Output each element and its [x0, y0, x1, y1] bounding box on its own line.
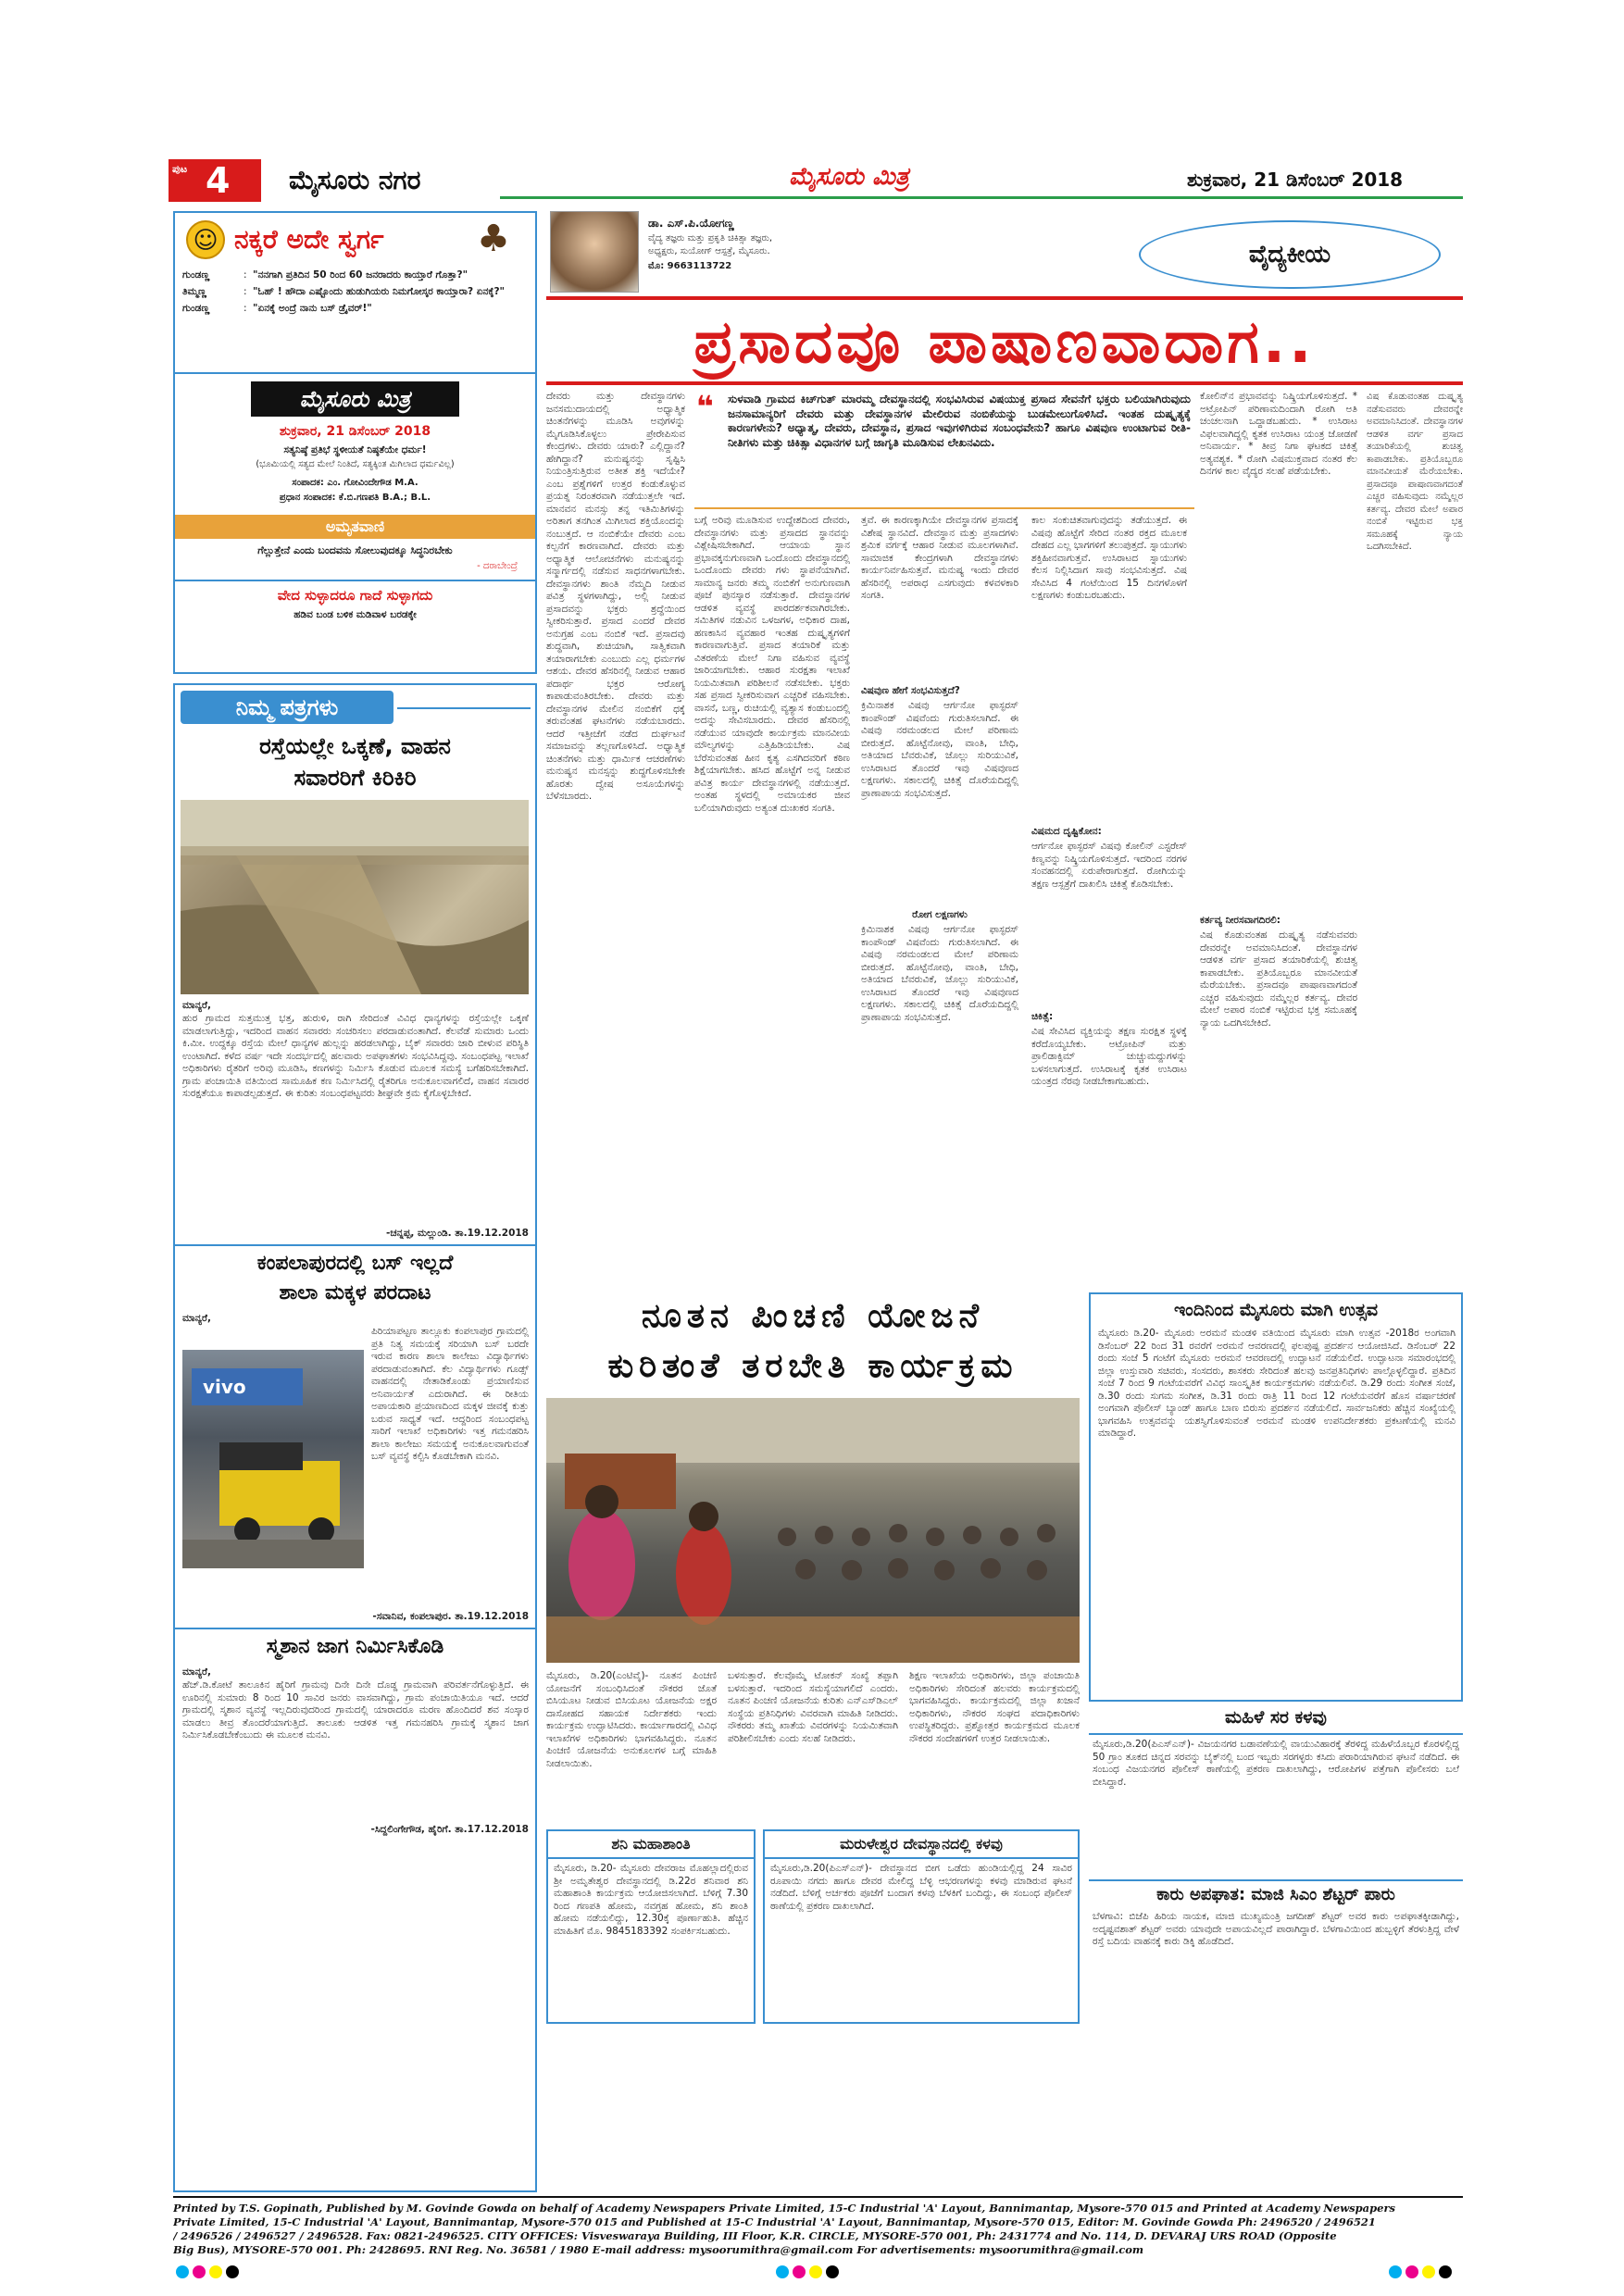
car-body: ಬೆಳಗಾವಿ: ಬಿಜೆಪಿ ಹಿರಿಯ ನಾಯಕ, ಮಾಜಿ ಮುಖ್ಯಮಂತ್ರಿ ಜಗದೀಶ್ ಶೆಟ್ಟರ್ ಅವರ ಕಾರು ಅಪಘಾತಕ್ಕೀಡಾಗಿದ್ದು, ಅದೃಷ್ಟವಶಾತ್ ಶೆಟ್ಟರ್ ಅವರು ಯಾವುದೇ ಅಪಾಯವಿಲ್ಲದೆ ಪಾರಾಗಿದ್ದಾರೆ. ಬೆಳಗಾವಿಯಿಂದ ಹುಬ್ಬಳ್ಳಿಗೆ ತೆರಳುತ್ತಿದ್ದ ವೇಳೆ ರಸ್ತೆ ಬದಿಯ ವಾಹನಕ್ಕೆ ಕಾರು ಡಿಕ್ಕಿ ಹೊಡೆದಿದೆ.: [1093, 1911, 1459, 1947]
humor-divider: [175, 372, 535, 374]
shani-title: ಶನಿ ಮಹಾಶಾಂತಿ: [611, 1835, 691, 1853]
seminar-photo: [546, 1398, 1080, 1663]
letter3-salutation: ಮಾನ್ಯರೆ,: [182, 1666, 211, 1678]
laughing-face-icon: ☺: [186, 220, 225, 259]
humor-row: ಗುಂಡಣ್ಣ : "ನನಗಾಗಿ ಪ್ರತಿದಿನ 50 ರಿಂದ 60 ಜನರಾದರು ಕಾಯ್ತಾರೆ ಗೊತ್ತಾ?": [182, 269, 468, 281]
letter3-title: ಸ್ಮಶಾನ ಜಾಗ ನಿರ್ಮಿಸಿಕೊಡಿ: [266, 1635, 444, 1658]
health-col4b: ಆರ್ಗನೋ ಫಾಸ್ಫರಸ್ ವಿಷವು ಕೋಲಿನ್ ಎಸ್ಟರೇಸ್ ಕಿಣ್ವವನ್ನು ನಿಷ್ಕ್ರಿಯಗೊಳಿಸುತ್ತದೆ. ಇದರಿಂದ ನರಗಳ ಸಂವಹನದಲ್ಲಿ ಏರುಪೇರಾಗುತ್ತದೆ. ರೋಗಿಯನ್ನು ತಕ್ಷಣ ಆಸ್ಪತ್ರೆಗೆ ದಾಖಲಿಸಿ ಚಿಕಿತ್ಸೆ ಕೊಡಿಸಬೇಕು.: [1031, 841, 1187, 890]
humor-row: ತಿಮ್ಮಣ್ಣ : "ಓಹ್ ! ಹೌದಾ ಎಷ್ಟೊಂದು ಹುಡುಗಿಯರು ನಿಮಗೋಸ್ಕರ ಕಾಯ್ತಾರಾ? ಏನಕ್ಕೆ?": [182, 286, 506, 297]
scarecrow-icon: ♣: [477, 218, 510, 260]
letters-title: ನಿಮ್ಮ ಪತ್ರಗಳು: [235, 694, 339, 720]
humor-row: ಗುಂಡಣ್ಣ : "ಏನಕ್ಕೆ ಅಂದ್ರೆ ನಾನು ಬಸ್ ಡ್ರೈವರ್!": [182, 303, 372, 314]
reg-dot: [776, 2265, 789, 2278]
page-number-box: [169, 159, 261, 202]
chain-article: [1089, 1707, 1463, 1874]
health-article: [546, 211, 1463, 1285]
utsava-box: [1089, 1292, 1463, 1702]
pension-col1: ಮೈಸೂರು, ಡಿ.20(ಎಂಟಿವೈ)- ನೂತನ ಪಿಂಚಣಿ ಯೋಜನೆಗೆ ಸಂಬಂಧಿಸಿದಂತೆ ನೌಕರರ ಜೊತೆ ಬಿಸಿಯೂಟ ನೀಡುವ ಬಿಸಿಯೂಟ ಯೋಜನೆಯ ಅಕ್ಷರ ದಾಸೋಹದ ಸಹಾಯಕ ನಿರ್ದೇಶಕರು ಇಂದು ಕಾರ್ಯಕ್ರಮ ಉದ್ಘಾಟಿಸಿದರು. ಕಾರ್ಯಾಗಾರದಲ್ಲಿ ವಿವಿಧ ಇಲಾಖೆಗಳ ಅಧಿಕಾರಿಗಳು ಭಾಗವಹಿಸಿದ್ದರು. ನೂತನ ಪಿಂಚಣಿ ಯೋಜನೆಯ ಅನುಕೂಲಗಳ ಬಗ್ಗೆ ಮಾಹಿತಿ ನೀಡಲಾಯಿತು.: [546, 1670, 717, 1769]
reg-dot: [209, 2265, 222, 2278]
pension-headline-line2: ಕುರಿತಂತೆ ತರಬೇತಿ ಕಾರ್ಯಕ್ರಮ: [607, 1347, 1018, 1385]
health-subhead4: ಚಿಕಿತ್ಸೆ:: [1031, 1011, 1054, 1022]
imprint-line3: / 2496526 / 2496527 / 2496528. Fax: 0821-2496525. CITY OFFICES: Visveswaraya Building, III Floor, K.R. CIRCLE, MYSORE-570 001, Ph: 2431774 and No. 114, D. DEVARAJ URS ROAD (Opposite: [173, 2229, 1337, 2242]
imprint-line1: Printed by T.S. Gopinath, Published by M. Govinde Gowda on behalf of Academy Newspapers Private Limited, 15-C Industrial 'A' Layout, Bannimantap, Mysore-570 015 and Printed at Academy Newspapers: [173, 2202, 1395, 2215]
page-label: ಪುಟ: [172, 163, 188, 175]
amrutavani-author: - ದರಾಬೇಂದ್ರೆ: [477, 561, 518, 571]
health-col6: ವಿಷ ಕೊಡುವಂತಹ ದುಷ್ಕೃತ್ಯ ನಡೆಸುವವರು ದೇವರನ್ನೇ ಅವಮಾನಿಸಿದಂತೆ. ದೇವಸ್ಥಾನಗಳ ಆಡಳಿತ ವರ್ಗ ಪ್ರಸಾದ ತಯಾರಿಕೆಯಲ್ಲಿ ಶುಚಿತ್ವ ಕಾಪಾಡಬೇಕು. ಪ್ರತಿಯೊಬ್ಬರೂ ಮಾನವೀಯತೆ ಮೆರೆಯಬೇಕು. ಪ್ರಸಾದವೂ ಪಾಷಾಣವಾಗದಂತೆ ಎಚ್ಚರ ವಹಿಸುವುದು ನಮ್ಮೆಲ್ಲರ ಕರ್ತವ್ಯ. ದೇವರ ಮೇಲೆ ಅಪಾರ ನಂಬಿಕೆ ಇಟ್ಟಿರುವ ಭಕ್ತ ಸಮೂಹಕ್ಕೆ ನ್ಯಾಯ ಒದಗಿಸಬೇಕಿದೆ.: [1367, 392, 1463, 552]
health-col3: ತ್ತವೆ. ಈ ಕಾರಣಕ್ಕಾಗಿಯೇ ದೇವಸ್ಥಾನಗಳ ಪ್ರಸಾದಕ್ಕೆ ವಿಶೇಷ ಸ್ಥಾನವಿದೆ. ದೇವಸ್ಥಾನ ಮತ್ತು ಪ್ರಸಾದಗಳು ಶ್ರಮಿಕ ವರ್ಗಕ್ಕೆ ಆಹಾರ ನೀಡುವ ಮೂಲಗಳಾಗಿವೆ. ಸಾಮಾಜಿಕ ಕೇಂದ್ರಗಳಾಗಿ ದೇವಸ್ಥಾನಗಳು ಕಾರ್ಯನಿರ್ವಹಿಸುತ್ತವೆ. ಮನುಷ್ಯ ಇಂದು ದೇವರ ಹೆಸರಿನಲ್ಲಿ ಅಪರಾಧ ಎಸಗುವುದು ಕಳವಳಕಾರಿ ಸಂಗತಿ.: [861, 515, 1018, 601]
veda-text: ಹಡಿವ ಬಂಡ ಬಳಿಕ ಮಡಿವಾಳ ಬರಡಕ್ಕೇ: [294, 609, 417, 620]
letter3-body: ಹೆಚ್.ಡಿ.ಕೋಟೆ ತಾಲೂಕಿನ ಹೈರಿಗೆ ಗ್ರಾಮವು ದಿನೇ ದಿನೇ ದೊಡ್ಡ ಗ್ರಾಮವಾಗಿ ಪರಿವರ್ತನೆಗೊಳ್ಳುತ್ತಿದೆ. ಈ ಊರಿನಲ್ಲಿ ಸುಮಾರು 8 ರಿಂದ 10 ಸಾವಿರ ಜನರು ವಾಸವಾಗಿದ್ದು, ಗ್ರಾಮ ಪಂಚಾಯಿತಿಯೂ ಇದೆ. ಆದರೆ ಗ್ರಾಮದಲ್ಲಿ ಸ್ಮಶಾನ ವ್ಯವಸ್ಥೆ ಇಲ್ಲದಿರುವುದರಿಂದ ಗ್ರಾಮದಲ್ಲಿ ಯಾರಾದರೂ ಮರಣ ಹೊಂದಿದರೆ ಶವ ಸಂಸ್ಕಾರ ಮಾಡಲು ತೀವ್ರ ತೊಂದರೆಯಾಗುತ್ತಿದೆ. ತಾಲೂಕು ಆಡಳಿತ ಇತ್ತ ಗಮನಹರಿಸಿ ಗ್ರಾಮಕ್ಕೆ ಸ್ಮಶಾನ ಜಾಗ ನಿರ್ಮಿಸಿಕೊಡಬೇಕೆಂಬುದು ಈ ಮೂಲಕ ಮನವಿ.: [182, 1679, 529, 1741]
pension-article: [546, 1292, 1080, 1820]
letter1-salutation: ಮಾನ್ಯರೆ,: [182, 1000, 211, 1011]
pension-col3: ಶಿಕ್ಷಣ ಇಲಾಖೆಯ ಅಧಿಕಾರಿಗಳು, ಜಿಲ್ಲಾ ಪಂಚಾಯಿತಿ ಅಧಿಕಾರಿಗಳು ಸೇರಿದಂತೆ ಹಲವರು ಕಾರ್ಯಕ್ರಮದಲ್ಲಿ ಭಾಗವಹಿಸಿದ್ದರು. ಕಾರ್ಯಕ್ರಮದಲ್ಲಿ ಜಿಲ್ಲಾ ಖಜಾನೆ ಅಧಿಕಾರಿಗಳು, ನೌಕರರ ಸಂಘದ ಪದಾಧಿಕಾರಿಗಳು ಉಪಸ್ಥಿತರಿದ್ದರು. ಪ್ರಶ್ನೋತ್ತರ ಕಾರ್ಯಕ್ರಮದ ಮೂಲಕ ನೌಕರರ ಸಂದೇಹಗಳಿಗೆ ಉತ್ತರ ನೀಡಲಾಯಿತು.: [909, 1670, 1080, 1744]
letter3-signoff: -ಸಿದ್ದಲಿಂಗೇಗೌಡ, ಹೈರಿಗೆ. ತಾ.17.12.2018: [370, 1824, 529, 1835]
letter1-title-line1: ರಸ್ತೆಯಲ್ಲೇ ಒಕ್ಕಣೆ, ವಾಹನ: [259, 733, 451, 759]
car-title: ಕಾರು ಅಪಘಾತ: ಮಾಜಿ ಸಿಎಂ ಶೆಟ್ಟರ್ ಪಾರು: [1156, 1885, 1395, 1904]
amrutavani-bar: [175, 515, 535, 539]
health-col3b: ಕ್ರಿಮಿನಾಶಕ ವಿಷವು ಆರ್ಗನೋ ಫಾಸ್ಫರಸ್ ಕಾಂಪೌಂಡ್ ವಿಷವೆಂದು ಗುರುತಿಸಲಾಗಿದೆ. ಈ ವಿಷವು ನರಮಂಡಲದ ಮೇಲೆ ಪರಿಣಾಮ ಬೀರುತ್ತದೆ. ಹೊಟ್ಟೆನೋವು, ವಾಂತಿ, ಬೇಧಿ, ಅತಿಯಾದ ಬೆವರುವಿಕೆ, ಜೊಲ್ಲು ಸುರಿಯುವಿಕೆ, ಉಸಿರಾಟದ ತೊಂದರೆ ಇವು ವಿಷವುಣದ ಲಕ್ಷಣಗಳು. ಸಕಾಲದಲ್ಲಿ ಚಿಕಿತ್ಸೆ ದೊರೆಯದಿದ್ದಲ್ಲಿ ಪ್ರಾಣಾಪಾಯ ಸಂಭವಿಸುತ್ತದೆ.: [861, 700, 1018, 799]
photo-brand-text: vivo: [203, 1376, 246, 1398]
reg-dot: [826, 2265, 839, 2278]
shani-body: ಮೈಸೂರು, ಡಿ.20- ಮೈಸೂರು ದೇವರಾಜ ಮೊಹಲ್ಲಾದಲ್ಲಿರುವ ಶ್ರೀ ಅಮೃತೇಶ್ವರ ದೇವಸ್ಥಾನದಲ್ಲಿ ಡಿ.22ರ ಶನಿವಾರ ಶನಿ ಮಹಾಶಾಂತಿ ಕಾರ್ಯಕ್ರಮ ಆಯೋಜಿಸಲಾಗಿದೆ. ಬೆಳಿಗ್ಗೆ 7.30 ರಿಂದ ಗಣಪತಿ ಹೋಮ, ನವಗ್ರಹ ಹೋಮ, ಶನಿ ಶಾಂತಿ ಹೋಮ ನಡೆಯಲಿದ್ದು, 12.30ಕ್ಕೆ ಪೂರ್ಣಾಹುತಿ. ಹೆಚ್ಚಿನ ಮಾಹಿತಿಗೆ ಮೊ. 9845183392 ಸಂಪರ್ಕಿಸಬಹುದು.: [554, 1863, 748, 1937]
headline-rule-top: [546, 296, 1463, 300]
health-subhead2: ರೋಗ ಲಕ್ಷಣಗಳು: [912, 909, 968, 920]
quote-mark-icon: ❝: [696, 389, 714, 424]
pension-headline-line1: ನೂತನ ಪಿಂಚಣಿ ಯೋಜನೆ: [641, 1297, 985, 1335]
reg-marks-center: [776, 2265, 843, 2282]
info-editor: ಸಂಪಾದಕ: ಎಂ. ಗೋವಿಂದೇಗೌಡ M.A.: [292, 478, 418, 488]
theft-rule: [765, 1857, 1078, 1859]
reg-dot: [176, 2265, 189, 2278]
health-headline: ಪ್ರಸಾದವೂ ಪಾಷಾಣವಾದಾಗ..: [693, 308, 1316, 377]
car-rule: [1089, 1879, 1463, 1881]
masthead-rule-green: [500, 196, 1463, 199]
humor-speaker: ಗುಂಡಣ್ಣ: [182, 269, 210, 281]
health-subhead5: ಕರ್ತವ್ಯ ನೀರಸವಾಗದಿರಲಿ:: [1200, 915, 1280, 926]
health-col4c: ವಿಷ ಸೇವಿಸಿದ ವ್ಯಕ್ತಿಯನ್ನು ತಕ್ಷಣ ಸುರಕ್ಷಿತ ಸ್ಥಳಕ್ಕೆ ಕರೆದೊಯ್ಯಬೇಕು. ಅಟ್ರೋಪಿನ್ ಮತ್ತು ಪ್ರಾಲಿಡಾಕ್ಸಿಮ್ ಚುಚ್ಚುಮದ್ದುಗಳನ್ನು ಬಳಸಲಾಗುತ್ತದೆ. ಉಸಿರಾಟಕ್ಕೆ ಕೃತಕ ಉಸಿರಾಟ ಯಂತ್ರದ ನೆರವು ನೀಡಬೇಕಾಗಬಹುದು.: [1031, 1026, 1187, 1087]
info-motto-sub: (ಭೂಮಿಯಲ್ಲಿ ಸತ್ಯದ ಮೇಲೆ ನಿಂತಿದೆ, ಸತ್ಯಕ್ಕಿಂತ ಮಿಗಿಲಾದ ಧರ್ಮವಿಲ್ಲ): [256, 459, 455, 469]
info-motto: ಸತ್ಯನಿಷ್ಠೆ ಪ್ರತಿಭೆ ಸ್ಥಳೀಯತೆ ನಿಷ್ಠತೆಯೇ ಧರ್ಮ!: [283, 444, 427, 455]
letter1-divider: [175, 1244, 535, 1246]
reg-dot: [809, 2265, 822, 2278]
humor-title: ನಕ್ಕರೆ ಅದೇ ಸ್ವರ್ಗ: [234, 224, 384, 255]
shani-box: [546, 1829, 756, 2024]
letter1-body: ಹುರ ಗ್ರಾಮದ ಸುತ್ತಮುತ್ತ ಭತ್ತ, ಹುರುಳಿ, ರಾಗಿ ಸೇರಿದಂತೆ ವಿವಿಧ ಧಾನ್ಯಗಳನ್ನು ರಸ್ತೆಯಲ್ಲೇ ಒಕ್ಕಣೆ ಮಾಡಲಾಗುತ್ತಿದ್ದು, ಇದರಿಂದ ವಾಹನ ಸವಾರರು ಸಂಚರಿಸಲು ಪರದಾಡುವಂತಾಗಿದೆ. ಕೆಲವೆಡೆ ಸುಮಾರು ಒಂದು ಕಿ.ಮೀ. ಉದ್ದಕ್ಕೂ ರಸ್ತೆಯ ಮೇಲೆ ಧಾನ್ಯಗಳ ಹುಲ್ಲನ್ನು ಹರಡಲಾಗಿದ್ದು, ಬೈಕ್ ಸವಾರರು ಜಾರಿ ಬೀಳುವ ಪರಿಸ್ಥಿತಿ ಉಂಟಾಗಿದೆ. ಕಳೆದ ವರ್ಷ ಇದೇ ಸಂದರ್ಭದಲ್ಲಿ ಹಲವಾರು ಅಪಘಾತಗಳು ಸಂಭವಿಸಿದ್ದವು. ಸಂಬಂಧಪಟ್ಟ ಇಲಾಖೆ ಅಧಿಕಾರಿಗಳು ರೈತರಿಗೆ ಅರಿವು ಮೂಡಿಸಿ, ಕಣಗಳನ್ನು ನಿರ್ಮಿಸಿ ಕೊಡುವ ಮೂಲಕ ಸಮಸ್ಯೆ ಬಗೆಹರಿಸಬೇಕಾಗಿದೆ. ಗ್ರಾಮ ಪಂಚಾಯಿತಿ ವತಿಯಿಂದ ಸಾಮೂಹಿಕ ಕಣ ನಿರ್ಮಿಸಿದಲ್ಲಿ ರೈತರಿಗೂ ಅನುಕೂಲವಾಗಲಿದೆ, ವಾಹನ ಸವಾರರ ಸುರಕ್ಷತೆಯೂ ಕಾಪಾಡಲ್ಪಡುತ್ತದೆ. ಈ ಕುರಿತು ಸಂಬಂಧಪಟ್ಟವರು ಶೀಘ್ರವೇ ಕ್ರಮ ಕೈಗೊಳ್ಳಬೇಕಿದೆ.: [182, 1013, 529, 1099]
health-col3c: ಕ್ರಿಮಿನಾಶಕ ವಿಷವು ಆರ್ಗನೋ ಫಾಸ್ಫರಸ್ ಕಾಂಪೌಂಡ್ ವಿಷವೆಂದು ಗುರುತಿಸಲಾಗಿದೆ. ಈ ವಿಷವು ನರಮಂಡಲದ ಮೇಲೆ ಪರಿಣಾಮ ಬೀರುತ್ತದೆ. ಹೊಟ್ಟೆನೋವು, ವಾಂತಿ, ಬೇಧಿ, ಅತಿಯಾದ ಬೆವರುವಿಕೆ, ಜೊಲ್ಲು ಸುರಿಯುವಿಕೆ, ಉಸಿರಾಟದ ತೊಂದರೆ ಇವು ವಿಷವುಣದ ಲಕ್ಷಣಗಳು. ಸಕಾಲದಲ್ಲಿ ಚಿಕಿತ್ಸೆ ದೊರೆಯದಿದ್ದಲ್ಲಿ ಪ್ರಾಣಾಪಾಯ ಸಂಭವಿಸುತ್ತದೆ.: [861, 924, 1018, 1023]
letter2-salutation: ಮಾನ್ಯರೆ,: [182, 1313, 211, 1324]
letter2-signoff: -ಸವಾನಿವ, ಕಂಪಲಾಪುರ. ತಾ.19.12.2018: [372, 1611, 529, 1622]
info-date: ಶುಕ್ರವಾರ, 21 ಡಿಸೆಂಬರ್ 2018: [279, 424, 431, 439]
humor-speaker: ತಿಮ್ಮಣ್ಣ: [182, 286, 206, 297]
letters-header-rule: [397, 707, 531, 709]
headline-rule-bottom: [546, 381, 1463, 385]
info-logo-box: [251, 381, 459, 417]
author-photo: [550, 211, 639, 293]
paper-logo: ಮೈಸೂರು ಮಿತ್ರ: [789, 163, 909, 191]
imprint-line4: Big Bus), MYSORE-570 001. Ph: 2428695. RNI Reg. No. 36581 / 1980 E-mail address: mysoorumithra@gmail.com For advertisements: mysoorumithra@gmail.com: [173, 2243, 1144, 2256]
imprint: [173, 2202, 1463, 2257]
info-chief-editor: ಪ್ರಧಾನ ಸಂಪಾದಕ: ಕೆ.ಬಿ.ಗಣಪತಿ B.A.; B.L.: [279, 493, 431, 503]
imprint-line2: Private Limited, 15-C Industrial 'A' Layout, Bannimantap, Mysore-570 015 and Published at 15-C Industrial 'A' Layout, Bannimantap, Mysore-570 015, Editor: M. Govinde Gowda Ph: 2496520 / 2496521: [173, 2215, 1376, 2228]
author-title: ವೈದ್ಯ ತಜ್ಞರು ಮತ್ತು ಪ್ರಕೃತಿ ಚಿಕಿತ್ಸಾ ತಜ್ಞರು,: [648, 233, 773, 243]
footer-rule: [173, 2196, 1463, 2198]
theft-title: ಮರುಳೇಶ್ವರ ದೇವಸ್ಥಾನದಲ್ಲಿ ಕಳವು: [840, 1835, 1003, 1853]
shani-rule: [548, 1857, 754, 1859]
letter2-divider: [175, 1628, 535, 1629]
utsava-title: ಇಂದಿನಿಂದ ಮೈಸೂರು ಮಾಗಿ ಉತ್ಸವ: [1173, 1300, 1379, 1320]
chain-title: ಮಹಿಳೆ ಸರ ಕಳವು: [1225, 1707, 1327, 1728]
author-mobile: ಮೊ: 9663113722: [648, 261, 732, 271]
humor-header: [181, 217, 531, 265]
humor-line: "ನನಗಾಗಿ ಪ್ರತಿದಿನ 50 ರಿಂದ 60 ಜನರಾದರು ಕಾಯ್ತಾರೆ ಗೊತ್ತಾ?": [253, 269, 468, 281]
health-subhead3: ವಿಷಮದ ದೃಷ್ಟಿಕೋನ:: [1031, 826, 1102, 837]
chain-rule: [1089, 1733, 1463, 1735]
page-number: 4: [206, 160, 231, 201]
veda-divider: [175, 580, 535, 581]
humor-line: "ಓಹ್ ! ಹೌದಾ ಎಷ್ಟೊಂದು ಹುಡುಗಿಯರು ನಿಮಗೋಸ್ಕರ ಕಾಯ್ತಾರಾ? ಏನಕ್ಕೆ?": [253, 286, 506, 297]
masthead-date: ಶುಕ್ರವಾರ, 21 ಡಿಸೆಂಬರ್ 2018: [1187, 168, 1404, 191]
pension-col2: ಬಳಸುತ್ತಾರೆ. ಕೆಲವೊಮ್ಮೆ ಟೋಕನ್ ಸಂಖ್ಯೆ ತಪ್ಪಾಗಿ ಬಳಸುತ್ತಾರೆ. ಇದರಿಂದ ಸಮಸ್ಯೆಯಾಗಲಿದೆ ಎಂದರು. ನೂತನ ಪಿಂಚಣಿ ಯೋಜನೆಯ ಕುರಿತು ಎನ್‌ಎಸ್‌ಡಿಎಲ್ ಸಂಸ್ಥೆಯ ಪ್ರತಿನಿಧಿಗಳು ವಿವರವಾಗಿ ಮಾಹಿತಿ ನೀಡಿದರು. ನೌಕರರು ತಮ್ಮ ಖಾತೆಯ ವಿವರಗಳನ್ನು ನಿಯಮಿತವಾಗಿ ಪರಿಶೀಲಿಸಬೇಕು ಎಂದು ಸಲಹೆ ನೀಡಿದರು.: [728, 1670, 898, 1744]
veda-title: ವೇದ ಸುಳ್ಳಾದರೂ ಗಾದೆ ಸುಳ್ಳಾಗದು: [277, 587, 433, 604]
health-quote: ಸುಳವಾಡಿ ಗ್ರಾಮದ ಕಿಚ್‌ಗುತ್ ಮಾರಮ್ಮ ದೇವಸ್ಥಾನದಲ್ಲಿ ಸಂಭವಿಸಿರುವ ವಿಷಯುಕ್ತ ಪ್ರಸಾದ ಸೇವನೆಗೆ ಭಕ್ತರು ಬಲಿಯಾಗಿರುವುದು ಜನಸಾಮಾನ್ಯರಿಗೆ ದೇವರು ಮತ್ತು ದೇವಸ್ಥಾನಗಳ ಮೇಲಿರುವ ನಂಬಿಕೆಯನ್ನು ಬುಡಮೇಲುಗೊಳಿಸಿದೆ. ಇಂತಹ ದುಷ್ಕೃತ್ಯಕ್ಕೆ ಕಾರಣಗಳೇನು? ಅಧ್ಯಾತ್ಮ, ದೇವರು, ದೇವಸ್ಥಾನ, ಪ್ರಸಾದ ಇವುಗಳಿಗಿರುವ ಸಂಬಂಧವೇನು? ಹಾಗೂ ವಿಷವುಣ ಉಂಟಾಗುವ ರೀತಿ-ನೀತಿಗಳು ಮತ್ತು ಚಿಕಿತ್ಸಾ ವಿಧಾನಗಳ ಬಗ್ಗೆ ಜಾಗೃತಿ ಮೂಡಿಸುವ ಲೇಖನವಿದು.: [728, 393, 1191, 449]
humor-dialog: [182, 268, 529, 318]
quote-rule: [694, 507, 1194, 509]
amrutavani-title: ಅಮೃತವಾಣಿ: [325, 518, 385, 535]
humor-speaker: ಗುಂಡಣ್ಣ: [182, 303, 210, 314]
column-name: ವೈದ್ಯಕೀಯ: [1248, 241, 1331, 268]
author-org: ಅಧ್ಯಕ್ಷರು, ಸುಯೋಗ್ ಆಸ್ಪತ್ರೆ, ಮೈಸೂರು.: [648, 246, 770, 256]
letters-header: [181, 691, 394, 724]
letter2-body: ಪಿರಿಯಾಪಟ್ಟಣ ತಾಲ್ಲೂಕು ಕಂಪಲಾಪುರ ಗ್ರಾಮದಲ್ಲಿ ಪ್ರತಿ ನಿತ್ಯ ಸಮಯಕ್ಕೆ ಸರಿಯಾಗಿ ಬಸ್ ಬರದೇ ಇರುವ ಕಾರಣ ಶಾಲಾ ಕಾಲೇಜು ವಿದ್ಯಾರ್ಥಿಗಳು ಪರದಾಡುವಂತಾಗಿದೆ. ಕೆಲ ವಿದ್ಯಾರ್ಥಿಗಳು ಗೂಡ್ಸ್ ವಾಹನದಲ್ಲಿ ನೇತಾಡಿಕೊಂಡು ಪ್ರಯಾಣಿಸುವ ಅನಿವಾರ್ಯತೆ ಎದುರಾಗಿದೆ. ಈ ರೀತಿಯ ಅಪಾಯಕಾರಿ ಪ್ರಯಾಣದಿಂದ ಮಕ್ಕಳ ಜೀವಕ್ಕೆ ಕುತ್ತು ಬರುವ ಸಾಧ್ಯತೆ ಇದೆ. ಆದ್ದರಿಂದ ಸಂಬಂಧಪಟ್ಟ ಸಾರಿಗೆ ಇಲಾಖೆ ಅಧಿಕಾರಿಗಳು ಇತ್ತ ಗಮನಹರಿಸಿ ಶಾಲಾ ಕಾಲೇಜು ಸಮಯಕ್ಕೆ ಅನುಕೂಲವಾಗುವಂತೆ ಬಸ್ ವ್ಯವಸ್ಥೆ ಕಲ್ಪಿಸಿ ಕೊಡಬೇಕಾಗಿ ಮನವಿ.: [371, 1326, 529, 1462]
reg-marks-left: [176, 2265, 243, 2282]
health-col4: ಕಾಲ ಸಂಕುಚಿತವಾಗುವುದನ್ನು ತಡೆಯುತ್ತದೆ. ಈ ವಿಷವು ಹೊಟ್ಟೆಗೆ ಸೇರಿದ ನಂತರ ರಕ್ತದ ಮೂಲಕ ದೇಹದ ಎಲ್ಲ ಭಾಗಗಳಿಗೆ ತಲುಪುತ್ತದೆ. ಸ್ನಾಯುಗಳು ಶಕ್ತಿಹೀನವಾಗುತ್ತವೆ. ಉಸಿರಾಟದ ಸ್ನಾಯುಗಳು ಕೆಲಸ ನಿಲ್ಲಿಸಿದಾಗ ಸಾವು ಸಂಭವಿಸುತ್ತದೆ. ವಿಷ ಸೇವಿಸಿದ 4 ಗಂಟೆಯಿಂದ 15 ದಿನಗಳೊಳಗೆ ಲಕ್ಷಣಗಳು ಕಂಡುಬರಬಹುದು.: [1031, 515, 1187, 601]
reg-dot: [193, 2265, 206, 2278]
theft-body: ಮೈಸೂರು,ಡಿ.20(ಪಿಎಸ್‌ಎನ್)- ದೇವಸ್ಥಾನದ ಬೀಗ ಒಡೆದು ಹುಂಡಿಯಲ್ಲಿದ್ದ 24 ಸಾವಿರ ರೂಪಾಯಿ ನಗದು ಹಾಗೂ ದೇವರ ಮೇಲಿದ್ದ ಬೆಳ್ಳಿ ಆಭರಣಗಳನ್ನು ಕಳವು ಮಾಡಿರುವ ಘಟನೆ ನಡೆದಿದೆ. ಬೆಳಿಗ್ಗೆ ಅರ್ಚಕರು ಪೂಜೆಗೆ ಬಂದಾಗ ಕಳವು ಬೆಳಕಿಗೆ ಬಂದಿದ್ದು, ಈ ಸಂಬಂಧ ಪೊಲೀಸ್ ಠಾಣೆಯಲ್ಲಿ ಪ್ರಕರಣ ದಾಖಲಾಗಿದೆ.: [770, 1863, 1072, 1912]
author-name: ಡಾ. ಎಸ್.ಪಿ.ಯೋಗಣ್ಣ: [648, 217, 734, 230]
health-col5: ಕೋಲಿನ್‌ನ ಪ್ರಭಾವವನ್ನು ನಿಷ್ಕ್ರಿಯಗೊಳಿಸುತ್ತದೆ. * ಅಟ್ರೋಪಿನ್ ಪರಿಣಾಮದಿಂದಾಗಿ ರೋಗಿ ಅತಿ ಚಂಚಲನಾಗಿ ಒದ್ದಾಡಬಹುದು. * ಉಸಿರಾಟ ವಿಫಲವಾಗಿದ್ದಲ್ಲಿ ಕೃತಕ ಉಸಿರಾಟ ಯಂತ್ರ ಜೋಡಣೆ ಅನಿವಾರ್ಯ. * ತೀವ್ರ ನಿಗಾ ಘಟಕದ ಚಿಕಿತ್ಸೆ ಅತ್ಯವಶ್ಯಕ. * ರೋಗಿ ವಿಷಮುಕ್ತವಾದ ನಂತರ ಕೆಲ ದಿನಗಳ ಕಾಲ ವೈದ್ಯರ ಸಲಹೆ ಪಡೆಯಬೇಕು.: [1200, 391, 1357, 477]
bus-truck-photo: [182, 1350, 364, 1568]
reg-dot: [1439, 2265, 1452, 2278]
health-col5b: ವಿಷ ಕೊಡುವಂತಹ ದುಷ್ಕೃತ್ಯ ನಡೆಸುವವರು ದೇವರನ್ನೇ ಅವಮಾನಿಸಿದಂತೆ. ದೇವಸ್ಥಾನಗಳ ಆಡಳಿತ ವರ್ಗ ಪ್ರಸಾದ ತಯಾರಿಕೆಯಲ್ಲಿ ಶುಚಿತ್ವ ಕಾಪಾಡಬೇಕು. ಪ್ರತಿಯೊಬ್ಬರೂ ಮಾನವೀಯತೆ ಮೆರೆಯಬೇಕು. ಪ್ರಸಾದವೂ ಪಾಷಾಣವಾಗದಂತೆ ಎಚ್ಚರ ವಹಿಸುವುದು ನಮ್ಮೆಲ್ಲರ ಕರ್ತವ್ಯ. ದೇವರ ಮೇಲೆ ಅಪಾರ ನಂಬಿಕೆ ಇಟ್ಟಿರುವ ಭಕ್ತ ಸಮೂಹಕ್ಕೆ ನ್ಯಾಯ ಒದಗಿಸಬೇಕಿದೆ.: [1200, 930, 1357, 1029]
chain-body: ಮೈಸೂರು,ಡಿ.20(ಪಿಎಸ್‌ಎನ್)- ವಿಜಯನಗರ ಬಡಾವಣೆಯಲ್ಲಿ ವಾಯುವಿಹಾರಕ್ಕೆ ತೆರಳಿದ್ದ ಮಹಿಳೆಯೊಬ್ಬರ ಕೊರಳಲ್ಲಿದ್ದ 50 ಗ್ರಾಂ ತೂಕದ ಚಿನ್ನದ ಸರವನ್ನು ಬೈಕ್‌ನಲ್ಲಿ ಬಂದ ಇಬ್ಬರು ಸರಗಳ್ಳರು ಕಸಿದು ಪರಾರಿಯಾಗಿರುವ ಘಟನೆ ನಡೆದಿದೆ. ಈ ಸಂಬಂಧ ವಿಜಯನಗರ ಪೊಲೀಸ್ ಠಾಣೆಯಲ್ಲಿ ಪ್ರಕರಣ ದಾಖಲಾಗಿದ್ದು, ಆರೋಪಿಗಳ ಪತ್ತೆಗಾಗಿ ಪೊಲೀಸರು ಬಲೆ ಬೀಸಿದ್ದಾರೆ.: [1093, 1739, 1459, 1788]
info-logo: ಮೈಸೂರು ಮಿತ್ರ: [299, 386, 411, 412]
health-col1: ದೇವರು ಮತ್ತು ದೇವಸ್ಥಾನಗಳು ಜನಸಮುದಾಯದಲ್ಲಿ ಅಧ್ಯಾತ್ಮಿಕ ಚಿಂತನೆಗಳನ್ನು ಮೂಡಿಸಿ ಅವುಗಳನ್ನು ಮೈಗೂಡಿಸಿಕೊಳ್ಳಲು ಪ್ರೇರೇಪಿಸುವ ಕೇಂದ್ರಗಳು. ದೇವರು ಯಾರು? ಎಲ್ಲಿದ್ದಾನೆ? ಹೇಗಿದ್ದಾನೆ? ಮನುಷ್ಯನನ್ನು ಸೃಷ್ಟಿಸಿ ನಿಯಂತ್ರಿಸುತ್ತಿರುವ ಅತೀತ ಶಕ್ತಿ ಇದೆಯೇ? ಎಂಬ ಪ್ರಶ್ನೆಗಳಿಗೆ ಉತ್ತರ ಕಂಡುಕೊಳ್ಳುವ ಪ್ರಯತ್ನ ನಿರಂತರವಾಗಿ ನಡೆಯುತ್ತಲೇ ಇದೆ. ಮಾನವನ ಮನಸ್ಸು ತನ್ನ ಇತಿಮಿತಿಗಳನ್ನು ಅರಿತಾಗ ತನಗಿಂತ ಮಿಗಿಲಾದ ಶಕ್ತಿಯೊಂದನ್ನು ನಂಬುತ್ತದೆ. ಆ ನಂಬಿಕೆಯೇ ದೇವರು ಎಂಬ ಕಲ್ಪನೆಗೆ ಕಾರಣವಾಗಿದೆ. ದೇವರು ಮತ್ತು ಅಧ್ಯಾತ್ಮಿಕ ಆಲೋಚನೆಗಳು ಮನುಷ್ಯನನ್ನು ಸನ್ಮಾರ್ಗದಲ್ಲಿ ನಡೆಸುವ ಸಾಧನಗಳಾಗಬೇಕು. ದೇವಸ್ಥಾನಗಳು ಶಾಂತಿ ನೆಮ್ಮದಿ ನೀಡುವ ಪವಿತ್ರ ಸ್ಥಳಗಳಾಗಿದ್ದು, ಅಲ್ಲಿ ನೀಡುವ ಪ್ರಸಾದವನ್ನು ಭಕ್ತರು ಶ್ರದ್ಧೆಯಿಂದ ಸ್ವೀಕರಿಸುತ್ತಾರೆ. ಪ್ರಸಾದ ಎಂದರೆ ದೇವರ ಅನುಗ್ರಹ ಎಂಬ ನಂಬಿಕೆ ಇದೆ. ಪ್ರಸಾದವು ಶುದ್ಧವಾಗಿ, ಶುಚಿಯಾಗಿ, ಸಾತ್ವಿಕವಾಗಿ ತಯಾರಾಗಬೇಕು ಎಂಬುದು ಎಲ್ಲ ಧರ್ಮಗಳ ಆಶಯ. ದೇವರ ಹೆಸರಿನಲ್ಲಿ ನೀಡುವ ಆಹಾರ ಪದಾರ್ಥ ಭಕ್ತರ ಆರೋಗ್ಯ ಕಾಪಾಡುವಂತಿರಬೇಕು. ದೇವರು ಮತ್ತು ದೇವಸ್ಥಾನಗಳ ಮೇಲಿನ ನಂಬಿಕೆಗೆ ಧಕ್ಕೆ ತರುವಂತಹ ಘಟನೆಗಳು ನಡೆಯಬಾರದು. ಆದರೆ ಇತ್ತೀಚೆಗೆ ನಡೆದ ದುರ್ಘಟನೆ ಸಮಾಜವನ್ನು ತಲ್ಲಣಗೊಳಿಸಿದೆ. ಅಧ್ಯಾತ್ಮಿಕ ಚಿಂತನೆಗಳು ಮತ್ತು ಧಾರ್ಮಿಕ ಆಚರಣೆಗಳು ಮನುಷ್ಯನ ಮನಸ್ಸನ್ನು ಶುದ್ಧಗೊಳಿಸಬೇಕೇ ಹೊರತು ದ್ವೇಷ ಅಸೂಯೆಗಳನ್ನು ಬೆಳೆಸಬಾರದು.: [546, 391, 685, 802]
health-col2: ಬಗ್ಗೆ ಅರಿವು ಮೂಡಿಸುವ ಉದ್ದೇಶದಿಂದ ದೇವರು, ದೇವಸ್ಥಾನಗಳು ಮತ್ತು ಪ್ರಸಾದದ ಸ್ಥಾನವನ್ನು ವಿಶ್ಲೇಷಿಸಬೇಕಾಗಿದೆ. ಆಯಾಯ ಸ್ಥಾನ ಪ್ರಭಾವಕ್ಕನುಗುಣವಾಗಿ ಒಂದೊಂದು ದೇವಸ್ಥಾನದಲ್ಲಿ ಒಂದೊಂದು ದೇವರು ಗಳು ಸ್ಥಾಪನೆಯಾಗಿವೆ. ಸಾಮಾನ್ಯ ಜನರು ತಮ್ಮ ನಂಬಿಕೆಗೆ ಅನುಗುಣವಾಗಿ ಪೂಜೆ ಪುನಸ್ಕಾರ ನಡೆಸುತ್ತಾರೆ. ದೇವಸ್ಥಾನಗಳ ಆಡಳಿತ ವ್ಯವಸ್ಥೆ ಪಾರದರ್ಶಕವಾಗಿರಬೇಕು. ಸಮಿತಿಗಳ ನಡುವಿನ ಒಳಜಗಳ, ಅಧಿಕಾರ ದಾಹ, ಹಣಕಾಸಿನ ವ್ಯವಹಾರ ಇಂತಹ ದುಷ್ಕೃತ್ಯಗಳಿಗೆ ಕಾರಣವಾಗುತ್ತಿವೆ. ಪ್ರಸಾದ ತಯಾರಿಕೆ ಮತ್ತು ವಿತರಣೆಯ ಮೇಲೆ ನಿಗಾ ವಹಿಸುವ ವ್ಯವಸ್ಥೆ ಜಾರಿಯಾಗಬೇಕು. ಆಹಾರ ಸುರಕ್ಷತಾ ಇಲಾಖೆ ನಿಯಮಿತವಾಗಿ ಪರಿಶೀಲನೆ ನಡೆಸಬೇಕು. ಭಕ್ತರು ಸಹ ಪ್ರಸಾದ ಸ್ವೀಕರಿಸುವಾಗ ಎಚ್ಚರಿಕೆ ವಹಿಸಬೇಕು. ವಾಸನೆ, ಬಣ್ಣ, ರುಚಿಯಲ್ಲಿ ವ್ಯತ್ಯಾಸ ಕಂಡುಬಂದಲ್ಲಿ ಅದನ್ನು ಸೇವಿಸಬಾರದು. ದೇವರ ಹೆಸರಿನಲ್ಲಿ ನಡೆಯುವ ಯಾವುದೇ ಕಾರ್ಯಕ್ರಮ ಮಾನವೀಯ ಮೌಲ್ಯಗಳನ್ನು ಎತ್ತಿಹಿಡಿಯಬೇಕು. ವಿಷ ಬೆರೆಸುವಂತಹ ಹೀನ ಕೃತ್ಯ ಎಸಗಿದವರಿಗೆ ಕಠಿಣ ಶಿಕ್ಷೆಯಾಗಬೇಕು. ಹಸಿದ ಹೊಟ್ಟೆಗೆ ಅನ್ನ ನೀಡುವ ಪವಿತ್ರ ಕಾರ್ಯ ದೇವಸ್ಥಾನಗಳಲ್ಲಿ ನಡೆಯುತ್ತದೆ. ಅಂತಹ ಸ್ಥಳದಲ್ಲಿ ಅಮಾಯಕರ ಜೀವ ಬಲಿಯಾಗಿರುವುದು ಅತ್ಯಂತ ದುಃಖಕರ ಸಂಗತಿ.: [694, 515, 850, 814]
reg-dot: [793, 2265, 806, 2278]
utsava-body: ಮೈಸೂರು ಡಿ.20- ಮೈಸೂರು ಅರಮನೆ ಮಂಡಳಿ ವತಿಯಿಂದ ಮೈಸೂರು ಮಾಗಿ ಉತ್ಸವ -2018ರ ಅಂಗವಾಗಿ ಡಿಸೆಂಬರ್ 22 ರಿಂದ 31 ರವರೆಗೆ ಅರಮನೆ ಆವರಣದಲ್ಲಿ ಫಲಪುಷ್ಪ ಪ್ರದರ್ಶನ ಆಯೋಜಿಸಿದೆ. ಡಿಸೆಂಬರ್ 22 ರಂದು ಸಂಜೆ 5 ಗಂಟೆಗೆ ಮೈಸೂರು ಅರಮನೆ ಆವರಣದಲ್ಲಿ ಉದ್ಘಾಟನೆ ನಡೆಯಲಿದೆ. ಉದ್ಘಾಟನಾ ಸಮಾರಂಭದಲ್ಲಿ ಜಿಲ್ಲಾ ಉಸ್ತುವಾರಿ ಸಚಿವರು, ಸಂಸದರು, ಶಾಸಕರು ಸೇರಿದಂತೆ ಹಲವು ಜನಪ್ರತಿನಿಧಿಗಳು ಪಾಲ್ಗೊಳ್ಳಲಿದ್ದಾರೆ. ಪ್ರತಿದಿನ ಸಂಜೆ 7 ರಿಂದ 9 ಗಂಟೆಯವರೆಗೆ ವಿವಿಧ ಸಾಂಸ್ಕೃತಿಕ ಕಾರ್ಯಕ್ರಮಗಳು ನಡೆಯಲಿವೆ. ಡಿ.29 ರಂದು ಸಂಗೀತ ಸಂಜೆ, ಡಿ.30 ರಂದು ಸುಗಮ ಸಂಗೀತ, ಡಿ.31 ರಂದು ರಾತ್ರಿ 11 ರಿಂದ 12 ಗಂಟೆಯವರೆಗೆ ಹೊಸ ವರ್ಷಾಚರಣೆ ಅಂಗವಾಗಿ ಪೊಲೀಸ್ ಬ್ಯಾಂಡ್ ಹಾಗೂ ಬಾಣ ಬಿರುಸು ಪ್ರದರ್ಶನ ನಡೆಯಲಿದೆ. ಸಾರ್ವಜನಿಕರು ಹೆಚ್ಚಿನ ಸಂಖ್ಯೆಯಲ್ಲಿ ಭಾಗವಹಿಸಿ ಉತ್ಸವವನ್ನು ಯಶಸ್ವಿಗೊಳಿಸುವಂತೆ ಅರಮನೆ ಮಂಡಳಿ ಉಪನಿರ್ದೇಶಕರು ಪ್ರಕಟಣೆಯಲ್ಲಿ ಮನವಿ ಮಾಡಿದ್ದಾರೆ.: [1098, 1328, 1455, 1439]
letter1-title-line2: ಸವಾರರಿಗೆ ಕಿರಿಕಿರಿ: [294, 765, 417, 791]
column-badge: [1139, 220, 1441, 289]
reg-dot: [1389, 2265, 1402, 2278]
amrutavani-text: ಗೆಲ್ಲುತ್ತೇನೆ ಎಂದು ಬಂದವನು ಸೋಲುವುದಕ್ಕೂ ಸಿದ್ಧನಿರಬೇಕು: [257, 544, 453, 556]
car-article: [1089, 1879, 1463, 2024]
reg-dot: [1422, 2265, 1435, 2278]
reg-dot: [1405, 2265, 1418, 2278]
reg-dot: [226, 2265, 239, 2278]
letter1-signoff: -ಚನ್ನಪ್ಪ, ಮಲ್ಲುಂಡಿ. ತಾ.19.12.2018: [386, 1228, 529, 1239]
left-info-panel: [173, 211, 537, 674]
humor-line: "ಏನಕ್ಕೆ ಅಂದ್ರೆ ನಾನು ಬಸ್ ಡ್ರೈವರ್!": [253, 303, 372, 314]
theft-box: [763, 1829, 1080, 2024]
letter2-title-line1: ಕಂಪಲಾಪುರದಲ್ಲಿ ಬಸ್ ಇಲ್ಲದೆ: [256, 1252, 454, 1275]
field-road-photo: [181, 800, 529, 994]
letter2-title-line2: ಶಾಲಾ ಮಕ್ಕಳ ಪರದಾಟ: [279, 1281, 431, 1304]
reg-marks-right: [1389, 2265, 1455, 2282]
section-title: ಮೈಸೂರು ನಗರ: [289, 165, 421, 195]
health-subhead1: ವಿಷವುಣ ಹೇಗೆ ಸಂಭವಿಸುತ್ತದೆ?: [861, 685, 960, 696]
letters-section: [173, 683, 537, 2192]
